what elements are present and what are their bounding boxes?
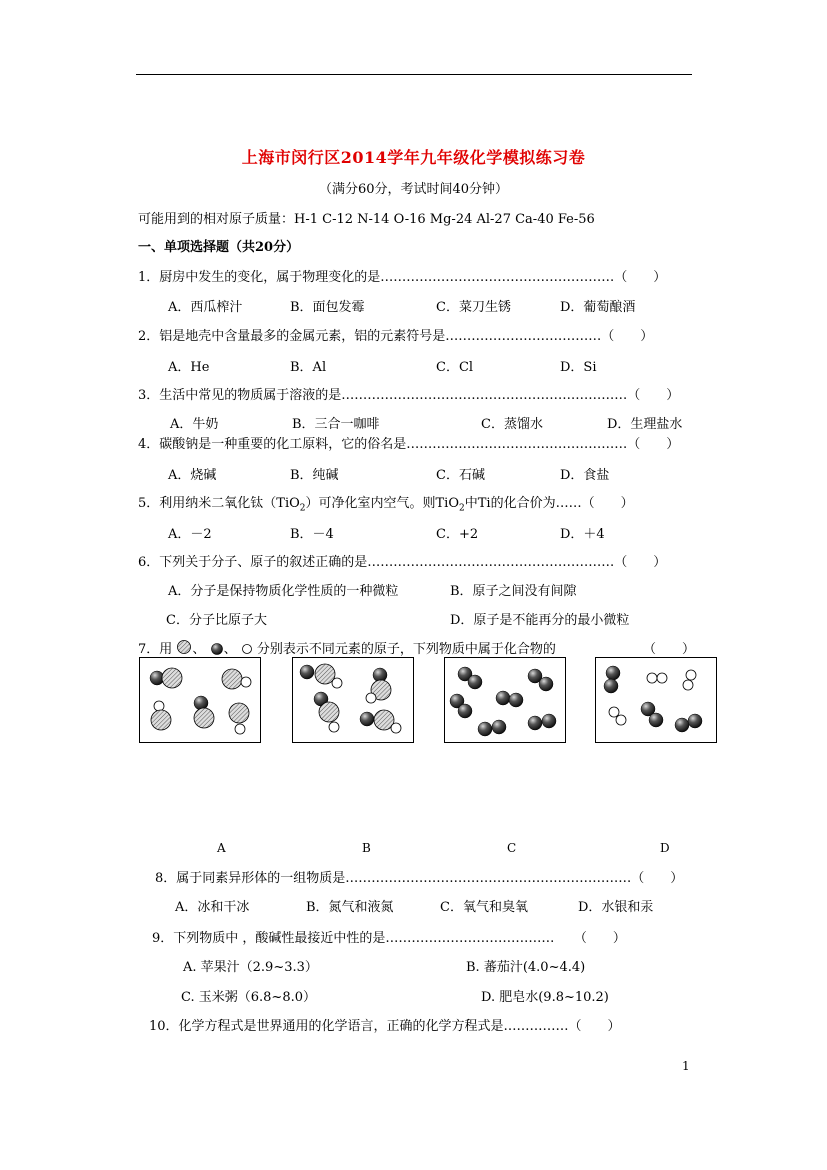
question-3-option-c: C．蒸馏水 [481, 417, 543, 432]
question-5-stem [138, 492, 634, 514]
question-5-option-a: A．－2 [168, 527, 212, 542]
subscript-2: 2 [299, 503, 306, 514]
question-3-option-a: A．牛奶 [170, 417, 219, 432]
page-title: 上海市闵行区2014学年九年级化学模拟练习卷 [241, 148, 586, 167]
question-8-stem: 8．属于同素异形体的一组物质是…………………………………………………………（ ） [155, 871, 684, 886]
question-1-option-d: D．葡萄酿酒 [560, 300, 636, 315]
question-9-option-d: D. 肥皂水(9.8~10.2) [481, 990, 609, 1005]
question-5-option-d: D．＋4 [560, 527, 605, 542]
diagram-box-d [595, 657, 717, 743]
question-7-separator-2: 、 [223, 642, 237, 657]
question-8-option-a: A．冰和干冰 [175, 900, 250, 915]
question-8-option-d: D．水银和汞 [578, 900, 654, 915]
question-3-option-d: D．生理盐水 [607, 417, 683, 432]
question-7-stem [138, 638, 556, 657]
page-subtitle: （满分60分，考试时间40分钟） [318, 182, 509, 197]
molecule-diagram-c [445, 658, 565, 742]
question-2-option-d: D．Si [560, 360, 597, 375]
page-number: 1 [682, 1059, 690, 1073]
question-6-option-b: B．原子之间没有间隙 [450, 584, 577, 599]
question-1-option-c: C．菜刀生锈 [436, 300, 511, 315]
question-9-option-a: A. 苹果汁（2.9~3.3） [183, 960, 318, 975]
question-5-option-b: B．－4 [290, 527, 334, 542]
diagram-label-a: A [217, 841, 226, 855]
question-6-option-c: C．分子比原子大 [166, 613, 267, 628]
question-7-stem-part-2: 分别表示不同元素的原子，下列物质中属于化合物的 [256, 642, 556, 657]
question-6-option-d: D．原子是不能再分的最小微粒 [450, 613, 630, 628]
hatched-atom-icon [176, 640, 192, 656]
question-5-stem-part-1: 5．利用纳米二氧化钛（TiO [138, 496, 300, 511]
diagram-box-a [139, 657, 261, 743]
question-8-option-c: C．氧气和臭氧 [440, 900, 528, 915]
question-9-stem: 9．下列物质中 ，酸碱性最接近中性的是………………………………… （ ） [152, 931, 626, 946]
molecule-diagram-a [140, 658, 260, 742]
white-atom-icon [241, 643, 253, 655]
question-3-stem: 3．生活中常见的物质属于溶液的是…………………………………………………………（ ） [138, 388, 680, 403]
header-rule [136, 74, 692, 75]
diagram-box-b [292, 657, 414, 743]
diagram-label-c: C [507, 841, 517, 855]
molecule-diagram-b [293, 658, 413, 742]
question-3-option-b: B．三合一咖啡 [292, 417, 380, 432]
question-4-stem: 4．碳酸钠是一种重要的化工原料，它的俗名是……………………………………………（ ） [138, 437, 680, 452]
subscript-2: 2 [459, 503, 465, 514]
question-1-option-a: A．西瓜榨汁 [168, 300, 243, 315]
question-5-stem-part-3: 中Ti的化合价为……（ ） [464, 496, 634, 511]
question-4-option-c: C．石碱 [436, 468, 485, 483]
question-6-option-a: A．分子是保持物质化学性质的一种微粒 [168, 584, 399, 599]
diagram-label-b: B [362, 841, 371, 855]
question-7-separator-1: 、 [192, 642, 206, 657]
question-2-option-b: B．Al [290, 360, 327, 375]
question-1-option-b: B．面包发霉 [290, 300, 365, 315]
question-7-answer-paren: （ ） [643, 642, 696, 657]
black-atom-icon [210, 642, 224, 656]
question-1-stem: 1．厨房中发生的变化，属于物理变化的是………………………………………………（ ） [138, 270, 667, 285]
question-4-option-a: A．烧碱 [168, 468, 217, 483]
question-8-option-b: B．氮气和液氮 [306, 900, 394, 915]
question-5-option-c: C．+2 [436, 527, 479, 542]
question-10-stem: 10．化学方程式是世界通用的化学语言，正确的化学方程式是……………（ ） [149, 1019, 621, 1034]
atomic-masses: 可能用到的相对原子质量：H-1 C-12 N-14 O-16 Mg-24 Al-27 Ca-40 Fe-56 [138, 212, 595, 227]
section-heading: 一、单项选择题（共20分） [138, 240, 300, 255]
diagram-label-d: D [660, 841, 670, 855]
question-7-stem-part-1: 7．用 [138, 642, 173, 657]
question-5-stem-part-2: ）可净化室内空气。则TiO [305, 496, 459, 511]
question-2-option-a: A．He [168, 360, 210, 375]
question-9-option-b: B. 蕃茄汁(4.0~4.4) [466, 960, 586, 975]
diagram-box-c [444, 657, 566, 743]
question-4-option-d: D．食盐 [560, 468, 610, 483]
question-9-option-c: C. 玉米粥（6.8~8.0） [181, 990, 316, 1005]
question-4-option-b: B．纯碱 [290, 468, 339, 483]
question-6-stem: 6．下列关于分子、原子的叙述正确的是…………………………………………………（ ） [138, 555, 667, 570]
question-2-option-c: C．Cl [436, 360, 474, 375]
question-2-stem: 2．铝是地壳中含量最多的金属元素，铝的元素符号是………………………………（ ） [138, 329, 654, 344]
molecule-diagram-d [596, 658, 716, 742]
